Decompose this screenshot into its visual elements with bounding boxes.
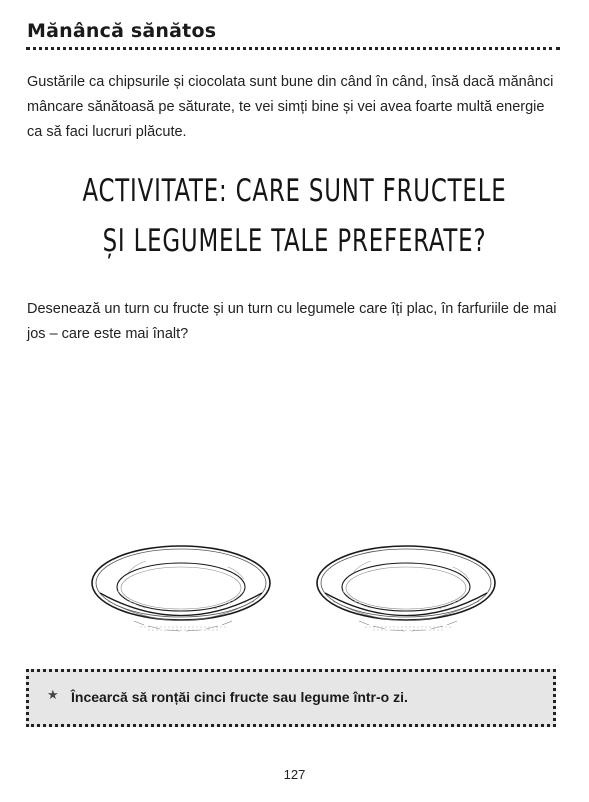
page-number: 127 <box>283 767 306 782</box>
tip-text: Încearcă să ronțăi cinci fructe sau legume într-o zi. <box>71 689 408 705</box>
right-plate-illustration <box>313 543 499 638</box>
instruction-paragraph: Desenează un turn cu fructe și un turn cu legumele care îți plac, în farfuriile de mai jos – care este mai înalt? <box>27 301 557 342</box>
tip-box <box>26 669 556 727</box>
page-title: Mănâncă sănătos <box>27 20 217 42</box>
title-divider <box>26 47 560 50</box>
intro-paragraph: Gustările ca chipsurile și ciocolata sunt bune din când în când, însă dacă mănânci mâncare sănătoasă pe săturate, te vei simți bine și vei avea foarte multă energie ca să faci lucruri plăcute. <box>27 74 554 140</box>
activity-heading: ACTIVITATE: CARE SUNT FRUCTELE ȘI LEGUMELE TALE PREFERATE? <box>82 173 507 259</box>
left-plate-illustration <box>88 543 274 638</box>
star-icon: ★ <box>47 688 59 703</box>
